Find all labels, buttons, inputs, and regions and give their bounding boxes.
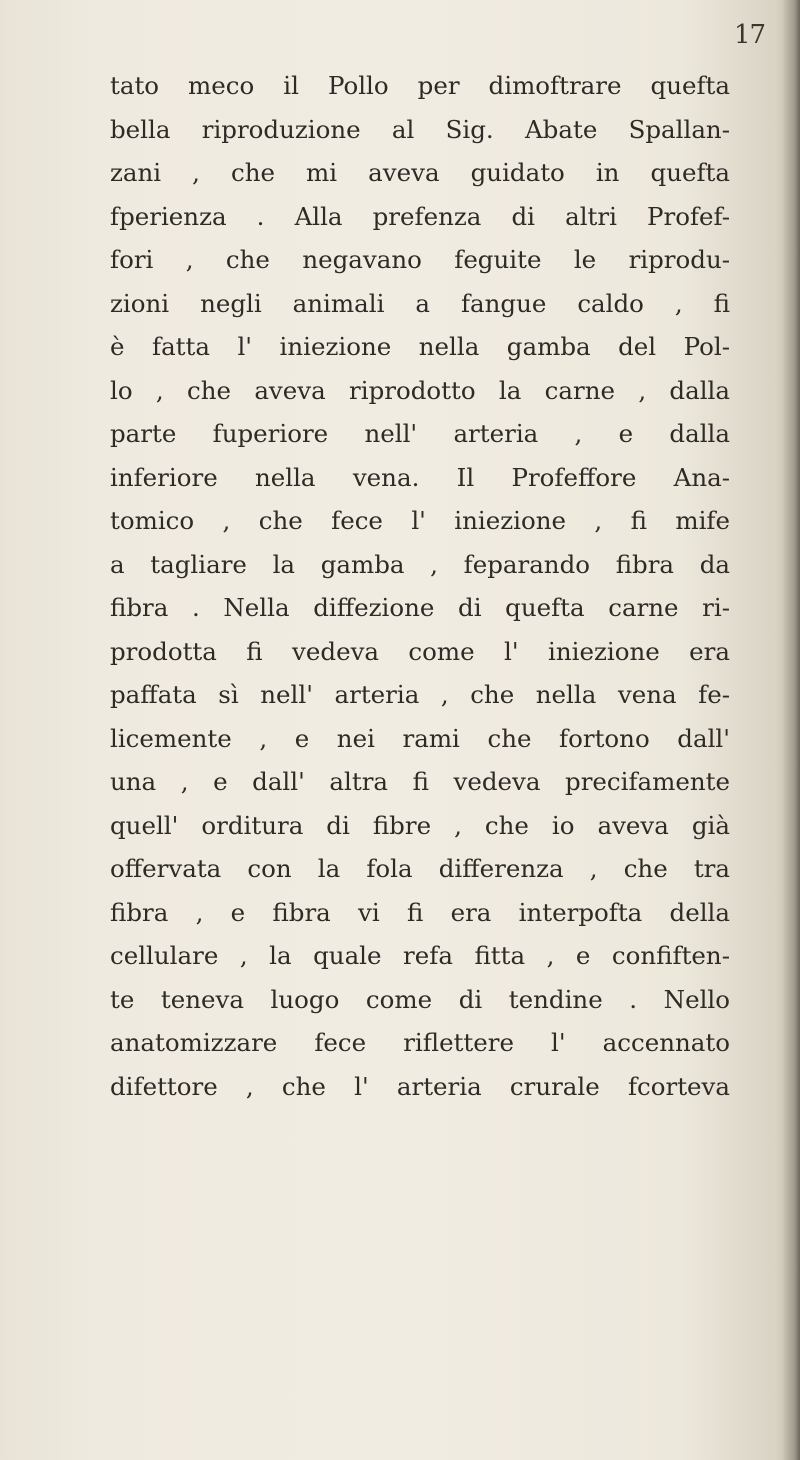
text-line: te teneva luogo come di tendine . Nello xyxy=(110,984,730,1014)
text-line: licemente , e nei rami che fortono dall' xyxy=(110,723,730,753)
text-line: fperienza . Alla prefenza di altri Profef- xyxy=(110,201,730,231)
text-line: fibra . Nella diffezione di quefta carne ri- xyxy=(110,593,730,622)
page-number: 17 xyxy=(734,20,766,50)
text-line: tato meco il Pollo per dimoftrare quefta xyxy=(110,71,730,100)
text-line: paffata sì nell' arteria , che nella vena fe- xyxy=(110,680,730,709)
text-line: fori , che negavano feguite le riprodu- xyxy=(110,245,730,274)
text-line: zioni negli animali a fangue caldo , fi xyxy=(110,288,730,318)
text-line: una , e dall' altra fi vedeva precifamente xyxy=(110,767,730,796)
text-line: lo , che aveva riprodotto la carne , dalla xyxy=(110,375,730,405)
text-line: prodotta fi vedeva come l' iniezione era xyxy=(110,636,730,666)
text-line: difettore , che l' arteria crurale fcorteva xyxy=(110,1071,730,1101)
text-line: zani , che mi aveva guidato in quefta xyxy=(110,158,730,187)
text-line: anatomizzare fece riflettere l' accennato xyxy=(110,1028,730,1057)
text-line: quell' orditura di fibre , che io aveva già xyxy=(110,810,730,840)
text-line: fibra , e fibra vi fi era interpofta della xyxy=(110,897,730,927)
text-line: offervata con la fola differenza , che tra xyxy=(110,854,730,883)
text-line: parte fuperiore nell' arteria , e dalla xyxy=(110,419,730,448)
text-line: è fatta l' iniezione nella gamba del Pol- xyxy=(110,332,730,361)
page-edge-shadow xyxy=(782,0,800,1460)
text-line: inferiore nella vena. Il Profeffore Ana- xyxy=(110,462,730,492)
text-line: tomico , che fece l' iniezione , fi mife xyxy=(110,506,730,535)
text-line: cellulare , la quale refa fitta , e confiften- xyxy=(110,941,730,970)
text-line: bella riproduzione al Sig. Abate Spallan- xyxy=(110,114,730,144)
body-text xyxy=(110,64,730,1108)
text-line: a tagliare la gamba , feparando fibra da xyxy=(110,549,730,579)
